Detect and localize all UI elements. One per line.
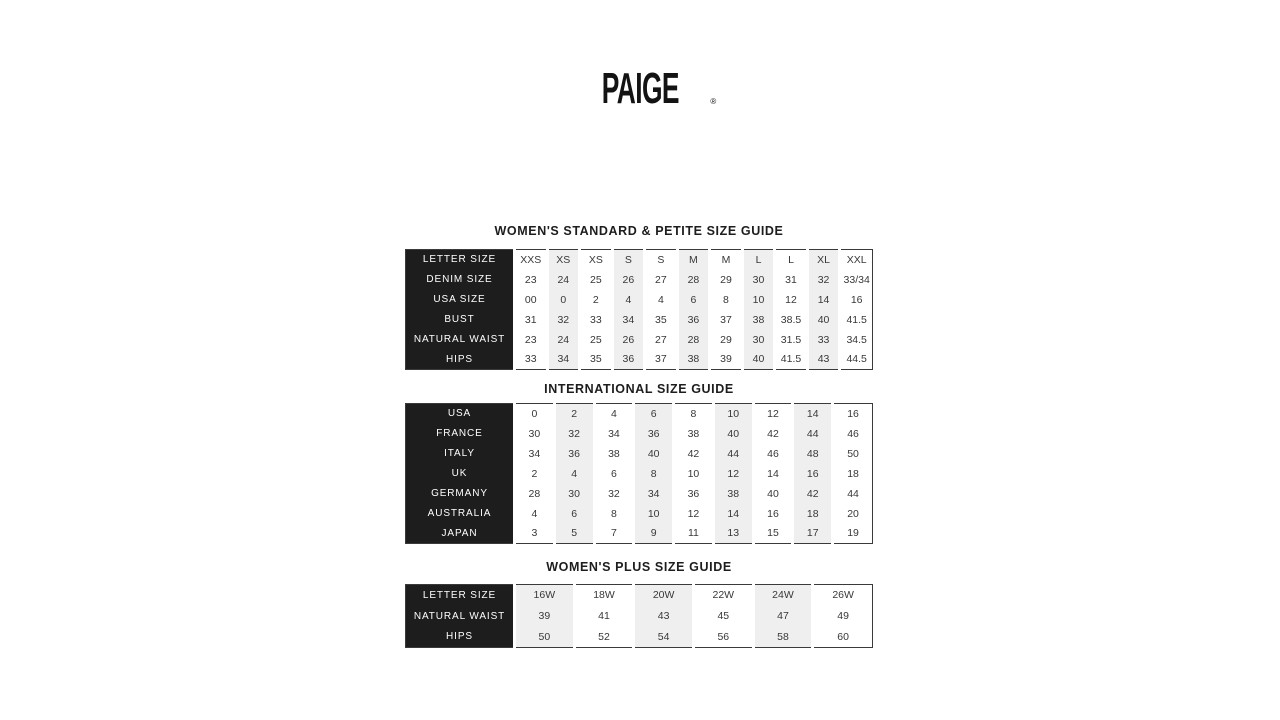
- size-cell: 4: [594, 404, 634, 424]
- size-cell: 35: [645, 310, 678, 330]
- size-cell: 26W: [813, 585, 873, 606]
- size-cell: 25: [580, 270, 613, 290]
- size-cell: 40: [713, 424, 753, 444]
- size-cell: 25: [580, 330, 613, 350]
- row-label: NATURAL WAIST: [406, 330, 515, 350]
- row-label: BUST: [406, 310, 515, 330]
- size-cell: 36: [612, 350, 645, 370]
- size-cell: 31: [775, 270, 808, 290]
- size-cell: 18W: [574, 585, 634, 606]
- size-cell: 24: [547, 270, 580, 290]
- brand-logo: [0, 64, 1280, 113]
- size-cell: 22W: [693, 585, 753, 606]
- size-cell: 23: [515, 270, 548, 290]
- size-cell: 30: [515, 424, 555, 444]
- size-cell: 41: [574, 606, 634, 627]
- size-cell: 32: [554, 424, 594, 444]
- table-row: [406, 424, 873, 444]
- table-row: [406, 444, 873, 464]
- size-cell: 8: [634, 464, 674, 484]
- size-cell: 43: [807, 350, 840, 370]
- size-cell: 42: [674, 444, 714, 464]
- size-cell: 16: [753, 504, 793, 524]
- row-label: LETTER SIZE: [406, 250, 515, 270]
- size-cell: 6: [634, 404, 674, 424]
- table-row: [406, 270, 873, 290]
- size-cell: 44: [833, 484, 873, 504]
- size-cell: 34: [594, 424, 634, 444]
- registered-trademark-symbol: ®: [710, 97, 717, 106]
- table-row: [406, 310, 873, 330]
- size-cell: 26: [612, 330, 645, 350]
- size-cell: S: [612, 250, 645, 270]
- size-cell: 12: [775, 290, 808, 310]
- row-label: FRANCE: [406, 424, 515, 444]
- size-cell: 4: [645, 290, 678, 310]
- size-cell: 41.5: [840, 310, 873, 330]
- size-cell: 18: [793, 504, 833, 524]
- size-cell: 46: [753, 444, 793, 464]
- international-size-table: [405, 403, 873, 544]
- size-cell: 39: [710, 350, 743, 370]
- size-cell: 4: [515, 504, 555, 524]
- size-cell: 33: [515, 350, 548, 370]
- row-label: HIPS: [406, 627, 515, 648]
- size-cell: 43: [634, 606, 694, 627]
- size-cell: 30: [742, 330, 775, 350]
- size-cell: 16: [840, 290, 873, 310]
- size-cell: 50: [833, 444, 873, 464]
- size-cell: 8: [594, 504, 634, 524]
- table-row: [406, 290, 873, 310]
- size-cell: 11: [674, 524, 714, 544]
- size-cell: 41.5: [775, 350, 808, 370]
- table-row: [406, 350, 873, 370]
- size-cell: XL: [807, 250, 840, 270]
- row-label: USA SIZE: [406, 290, 515, 310]
- size-cell: 20: [833, 504, 873, 524]
- size-cell: 34: [612, 310, 645, 330]
- table-row: [406, 627, 873, 648]
- size-cell: 39: [515, 606, 575, 627]
- size-cell: 50: [515, 627, 575, 648]
- table-row: [406, 484, 873, 504]
- size-cell: 48: [793, 444, 833, 464]
- size-cell: 6: [594, 464, 634, 484]
- size-cell: 10: [742, 290, 775, 310]
- row-label: JAPAN: [406, 524, 515, 544]
- size-cell: 58: [753, 627, 813, 648]
- size-cell: 47: [753, 606, 813, 627]
- size-cell: 34: [547, 350, 580, 370]
- size-cell: 15: [753, 524, 793, 544]
- size-cell: 38: [594, 444, 634, 464]
- size-cell: 31.5: [775, 330, 808, 350]
- size-cell: 10: [713, 404, 753, 424]
- size-cell: 60: [813, 627, 873, 648]
- size-cell: 56: [693, 627, 753, 648]
- size-cell: 20W: [634, 585, 694, 606]
- size-cell: 13: [713, 524, 753, 544]
- row-label: GERMANY: [406, 484, 515, 504]
- size-cell: 3: [515, 524, 555, 544]
- size-cell: 0: [547, 290, 580, 310]
- size-table: [405, 249, 873, 370]
- size-cell: 0: [515, 404, 555, 424]
- table-row: [406, 330, 873, 350]
- size-cell: 29: [710, 330, 743, 350]
- size-cell: 4: [612, 290, 645, 310]
- size-cell: 40: [742, 350, 775, 370]
- size-table: [405, 403, 873, 544]
- row-label: AUSTRALIA: [406, 504, 515, 524]
- row-label: USA: [406, 404, 515, 424]
- size-cell: 36: [634, 424, 674, 444]
- size-cell: 2: [515, 464, 555, 484]
- size-cell: 33/34: [840, 270, 873, 290]
- size-cell: 33: [807, 330, 840, 350]
- size-cell: 46: [833, 424, 873, 444]
- size-cell: 10: [674, 464, 714, 484]
- size-cell: 40: [753, 484, 793, 504]
- size-cell: 23: [515, 330, 548, 350]
- brand-logo-text: PAIGE: [601, 64, 679, 113]
- size-cell: XXS: [515, 250, 548, 270]
- size-cell: 19: [833, 524, 873, 544]
- size-cell: 38.5: [775, 310, 808, 330]
- size-cell: 6: [677, 290, 710, 310]
- size-cell: 6: [554, 504, 594, 524]
- size-cell: 28: [677, 330, 710, 350]
- size-cell: 10: [634, 504, 674, 524]
- row-label: NATURAL WAIST: [406, 606, 515, 627]
- size-cell: 14: [753, 464, 793, 484]
- size-cell: 27: [645, 330, 678, 350]
- size-cell: 2: [580, 290, 613, 310]
- row-label: HIPS: [406, 350, 515, 370]
- size-cell: 26: [612, 270, 645, 290]
- size-cell: 44: [793, 424, 833, 444]
- size-cell: 24: [547, 330, 580, 350]
- size-cell: 44.5: [840, 350, 873, 370]
- size-cell: L: [742, 250, 775, 270]
- table-row: [406, 585, 873, 606]
- size-cell: 38: [677, 350, 710, 370]
- size-cell: 32: [807, 270, 840, 290]
- brand-logo-inner: [576, 64, 717, 113]
- size-cell: 14: [713, 504, 753, 524]
- size-cell: 38: [674, 424, 714, 444]
- size-cell: 28: [515, 484, 555, 504]
- size-cell: M: [677, 250, 710, 270]
- size-cell: 12: [713, 464, 753, 484]
- size-cell: 5: [554, 524, 594, 544]
- size-cell: 52: [574, 627, 634, 648]
- size-cell: 29: [710, 270, 743, 290]
- size-cell: 42: [753, 424, 793, 444]
- size-cell: 30: [742, 270, 775, 290]
- size-cell: 8: [710, 290, 743, 310]
- size-cell: 27: [645, 270, 678, 290]
- size-cell: 31: [515, 310, 548, 330]
- size-cell: 14: [793, 404, 833, 424]
- size-cell: 30: [554, 484, 594, 504]
- size-cell: 37: [645, 350, 678, 370]
- row-label: DENIM SIZE: [406, 270, 515, 290]
- table-row: [406, 404, 873, 424]
- size-cell: 42: [793, 484, 833, 504]
- size-cell: 16: [793, 464, 833, 484]
- size-cell: 16W: [515, 585, 575, 606]
- size-cell: 33: [580, 310, 613, 330]
- size-cell: 38: [713, 484, 753, 504]
- plus-size-table: [405, 584, 873, 648]
- size-cell: 24W: [753, 585, 813, 606]
- size-cell: 32: [547, 310, 580, 330]
- size-cell: 34: [515, 444, 555, 464]
- size-cell: 2: [554, 404, 594, 424]
- plus-size-guide-title: WOMEN'S PLUS SIZE GUIDE: [546, 560, 732, 574]
- standard-petite-size-table: [405, 249, 873, 370]
- size-cell: 32: [594, 484, 634, 504]
- table-row: [406, 504, 873, 524]
- size-cell: XS: [547, 250, 580, 270]
- table-row: [406, 606, 873, 627]
- size-cell: 12: [674, 504, 714, 524]
- size-cell: 34.5: [840, 330, 873, 350]
- size-cell: 54: [634, 627, 694, 648]
- size-cell: 36: [677, 310, 710, 330]
- size-cell: S: [645, 250, 678, 270]
- size-cell: 35: [580, 350, 613, 370]
- size-cell: 44: [713, 444, 753, 464]
- size-cell: 17: [793, 524, 833, 544]
- size-cell: 12: [753, 404, 793, 424]
- row-label: UK: [406, 464, 515, 484]
- standard-petite-size-guide-title: WOMEN'S STANDARD & PETITE SIZE GUIDE: [494, 224, 784, 238]
- size-cell: 16: [833, 404, 873, 424]
- size-cell: 37: [710, 310, 743, 330]
- size-cell: L: [775, 250, 808, 270]
- size-cell: XXL: [840, 250, 873, 270]
- table-row: [406, 524, 873, 544]
- size-cell: 40: [634, 444, 674, 464]
- size-cell: M: [710, 250, 743, 270]
- size-cell: 7: [594, 524, 634, 544]
- table-row: [406, 464, 873, 484]
- size-cell: 18: [833, 464, 873, 484]
- size-cell: 36: [674, 484, 714, 504]
- size-cell: 40: [807, 310, 840, 330]
- row-label: ITALY: [406, 444, 515, 464]
- size-cell: 36: [554, 444, 594, 464]
- size-cell: 8: [674, 404, 714, 424]
- table-row: [406, 250, 873, 270]
- size-cell: 45: [693, 606, 753, 627]
- size-cell: 34: [634, 484, 674, 504]
- size-cell: XS: [580, 250, 613, 270]
- size-table: [405, 584, 873, 648]
- international-size-guide-title: INTERNATIONAL SIZE GUIDE: [544, 382, 734, 396]
- row-label: LETTER SIZE: [406, 585, 515, 606]
- size-cell: 28: [677, 270, 710, 290]
- size-cell: 38: [742, 310, 775, 330]
- size-cell: 9: [634, 524, 674, 544]
- size-cell: 4: [554, 464, 594, 484]
- size-cell: 00: [515, 290, 548, 310]
- size-cell: 49: [813, 606, 873, 627]
- size-cell: 14: [807, 290, 840, 310]
